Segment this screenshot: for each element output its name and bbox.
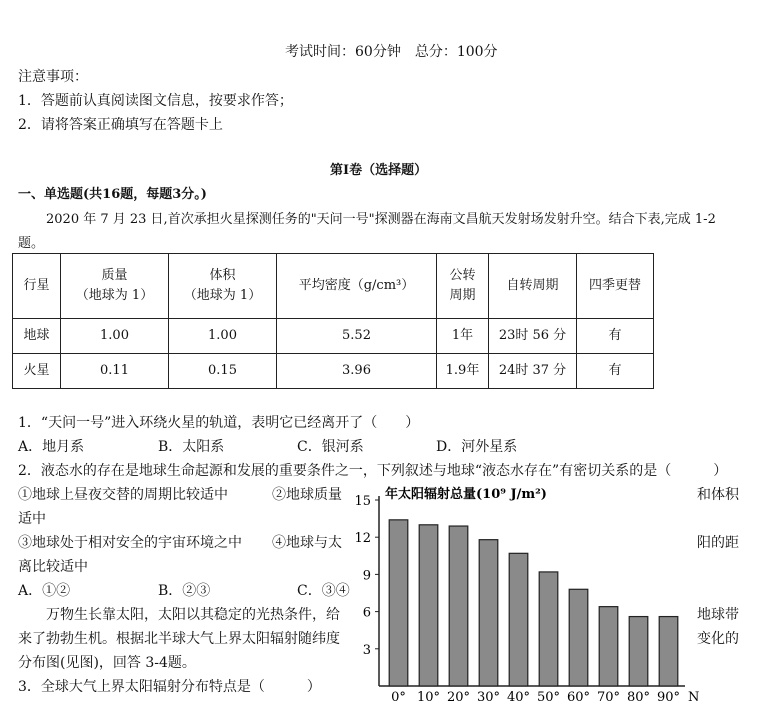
table-cell: 地球 [13,319,61,354]
chart-x-tick-label: 70° [596,690,621,705]
chart-y-tick-label: 3 [362,642,371,658]
chart-x-tick-label: 30° [476,690,501,705]
q2-stem: 2．液态水的存在是地球生命起源和发展的重要条件之一，下列叙述与地球“液态水存在”有密切关系的是（ ） [18,463,728,479]
table-row [13,354,654,389]
q2-option-a: A．①② [18,583,71,599]
table-cell: 0.15 [169,354,277,389]
table-cell: 有 [577,354,654,389]
q2-statement-2-end: 和体积 [697,487,739,503]
q1-option-b: B．太阳系 [158,439,225,455]
q1-option-a: A．地月系 [18,439,85,455]
chart-title: 年太阳辐射总量(10⁹ J/m²) [385,487,547,502]
q2-option-b: B．②③ [158,583,211,599]
table-cell: 1.00 [169,319,277,354]
chart-bar [569,589,588,686]
q1-stem: 1．“天问一号”进入环绕火星的轨道，表明它已经离开了（ ） [18,415,420,431]
header-volume: 体积 （地球为 1） [169,254,277,319]
table-cell: 0.11 [61,354,169,389]
table-cell: 5.52 [277,319,437,354]
table-cell: 1.9年 [437,354,489,389]
table-cell: 3.96 [277,354,437,389]
chart-bar [539,572,558,686]
q1-option-d: D．河外星系 [436,439,518,455]
chart-x-unit: N [688,690,700,705]
chart-x-tick-label: 90° [656,690,681,705]
table-cell: 1.00 [61,319,169,354]
table-header-row [13,254,654,319]
chart-x-tick-label: 0° [391,690,406,705]
chart-x-tick-label: 40° [506,690,531,705]
table-row [13,319,654,354]
intro-line-2: 题。 [18,236,45,251]
exam-info: 考试时间：60分钟 总分：100分 [285,44,498,60]
header-seasons: 四季更替 [577,254,654,319]
chart-bar [419,525,438,686]
q2-statement-3: ③地球处于相对安全的宇宙环境之中 [18,535,242,551]
table-cell: 24时 37 分 [489,354,577,389]
chart-bar [389,520,408,686]
header-rotation: 自转周期 [489,254,577,319]
volume-title: 第Ⅰ卷（选择题） [330,163,428,178]
q2-statement-4-cont: 离比较适中 [18,559,88,575]
table-cell: 有 [577,319,654,354]
chart-bar [479,540,498,686]
passage-line-1-end: 地球带 [697,607,739,623]
chart-y-tick-label: 12 [354,531,371,547]
chart-x-tick-label: 50° [536,690,561,705]
passage-line-1: 万物生长靠太阳，太阳以其稳定的光热条件，给 [46,607,340,623]
notice-title: 注意事项： [18,69,88,85]
section-title: 一、单选题(共16题，每题3分。) [18,187,207,202]
passage-line-2-end: 变化的 [697,631,739,647]
q1-option-c: C．银河系 [297,439,364,455]
q2-option-c: C．③④ [297,583,350,599]
solar-radiation-chart [352,482,700,705]
q2-statement-2-cont: 适中 [18,511,46,527]
chart-x-tick-label: 20° [446,690,471,705]
planet-table [12,253,654,389]
chart-x-tick-label: 80° [626,690,651,705]
intro-line-1: 2020 年 7 月 23 日,首次承担火星探测任务的"天问一号"探测器在海南文昌航天发射场发射升空。结合下表,完成 1-2 [46,212,716,227]
chart-bar [629,617,648,686]
chart-bar [599,607,618,686]
header-revolution: 公转 周期 [437,254,489,319]
q3-stem: 3．全球大气上界太阳辐射分布特点是（ ） [18,679,321,695]
q2-statement-4-end: 阳的距 [697,535,739,551]
table-cell: 1年 [437,319,489,354]
chart-x-tick-label: 10° [416,690,441,705]
header-planet: 行星 [13,254,61,319]
table-cell: 23时 56 分 [489,319,577,354]
q2-statement-2: ②地球质量 [272,487,342,503]
chart-y-tick-label: 6 [362,605,371,621]
notice-item-2: 2．请将答案正确填写在答题卡上 [18,117,223,133]
chart-bar [659,617,678,686]
chart-y-tick-label: 15 [354,494,371,509]
chart-bar [449,526,468,686]
passage-line-2: 来了勃勃生机。根据北半球大气上界太阳辐射随纬度 [18,631,340,647]
q2-statement-4: ④地球与太 [272,535,342,551]
header-density: 平均密度（g/cm³） [277,254,437,319]
chart-bar [509,553,528,686]
chart-x-tick-label: 60° [566,690,591,705]
table-cell: 火星 [13,354,61,389]
notice-item-1: 1．答题前认真阅读图文信息，按要求作答； [18,93,293,109]
header-mass: 质量 （地球为 1） [61,254,169,319]
q2-statement-1: ①地球上昼夜交替的周期比较适中 [18,487,228,503]
passage-line-3: 分布图(见图)，回答 3-4题。 [18,655,196,671]
chart-y-tick-label: 9 [362,568,371,584]
